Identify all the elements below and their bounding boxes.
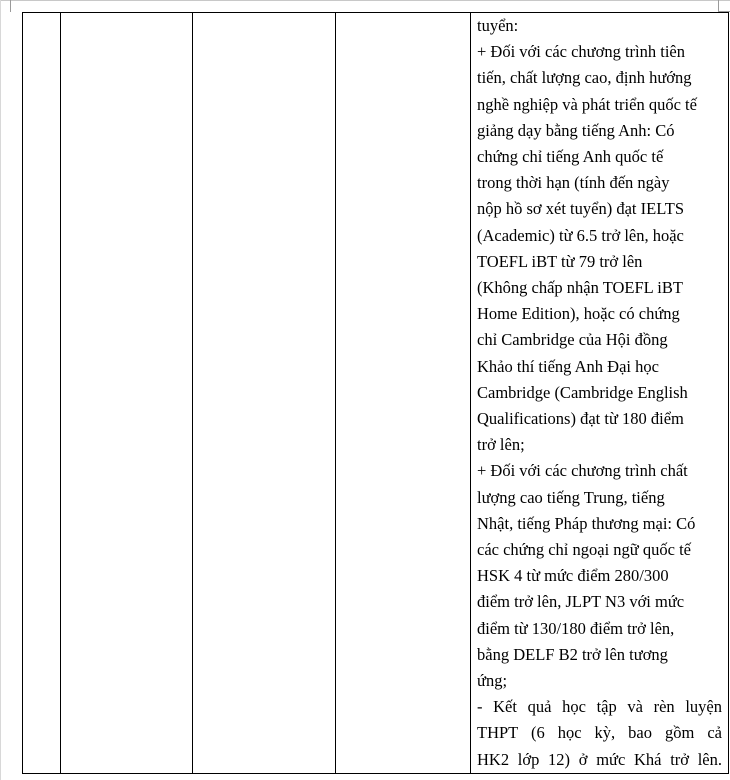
text-line: Qualifications) đạt từ 180 điểm	[477, 409, 684, 429]
text-line: HSK 4 từ mức điểm 280/300	[477, 566, 669, 586]
text-line: Nhật, tiếng Pháp thương mại: Có	[477, 513, 696, 533]
text-line: Khảo thí tiếng Anh Đại học	[477, 356, 659, 376]
text-line: + Đối với các chương trình chất	[477, 461, 688, 481]
table-cell-empty-1[interactable]	[23, 13, 61, 774]
table-cell-empty-3[interactable]	[193, 13, 336, 774]
text-line: - Kết quả học tập và rèn luyện	[477, 697, 722, 717]
text-line: chỉ Cambridge của Hội đồng	[477, 330, 668, 350]
crop-mark-left	[10, 0, 11, 12]
text-line: các chứng chỉ ngoại ngữ quốc tế	[477, 540, 691, 560]
text-line: ứng;	[477, 671, 508, 691]
text-line: trở lên;	[477, 435, 525, 455]
text-line: điểm từ 130/180 điểm trở lên,	[477, 618, 675, 638]
text-line: trong thời hạn (tính đến ngày	[477, 173, 670, 193]
text-line: TOEFL iBT từ 79 trở lên	[477, 251, 643, 271]
page-left-edge	[0, 0, 1, 780]
requirements-text	[477, 13, 722, 773]
text-line: THPT (6 học kỳ, bao gồm cả	[477, 723, 722, 743]
text-line: (Không chấp nhận TOEFL iBT	[477, 278, 683, 298]
table-cell-empty-4[interactable]	[336, 13, 471, 774]
text-line: HK2 lớp 12) ở mức Khá trở lên.	[477, 749, 722, 769]
requirements-cell[interactable]	[471, 13, 729, 774]
text-line: giảng dạy bằng tiếng Anh: Có	[477, 120, 675, 140]
page-top-edge	[0, 0, 730, 1]
table-cell-empty-2[interactable]	[61, 13, 193, 774]
text-line: lượng cao tiếng Trung, tiếng	[477, 487, 665, 507]
text-line: nghề nghiệp và phát triển quốc tế	[477, 94, 697, 114]
text-line: Cambridge (Cambridge English	[477, 382, 688, 402]
text-line: nộp hồ sơ xét tuyển) đạt IELTS	[477, 199, 685, 219]
text-line: (Academic) từ 6.5 trở lên, hoặc	[477, 225, 684, 245]
text-line: điểm trở lên, JLPT N3 với mức	[477, 592, 685, 612]
text-line: chứng chỉ tiếng Anh quốc tế	[477, 147, 664, 167]
admission-requirements-table	[22, 12, 729, 774]
text-line: tuyển:	[477, 16, 519, 35]
table-row	[23, 13, 729, 774]
text-line: Home Edition), hoặc có chứng	[477, 304, 680, 324]
text-line: tiến, chất lượng cao, định hướng	[477, 68, 692, 88]
text-line: + Đối với các chương trình tiên	[477, 42, 685, 62]
text-line: bằng DELF B2 trở lên tương	[477, 644, 668, 664]
